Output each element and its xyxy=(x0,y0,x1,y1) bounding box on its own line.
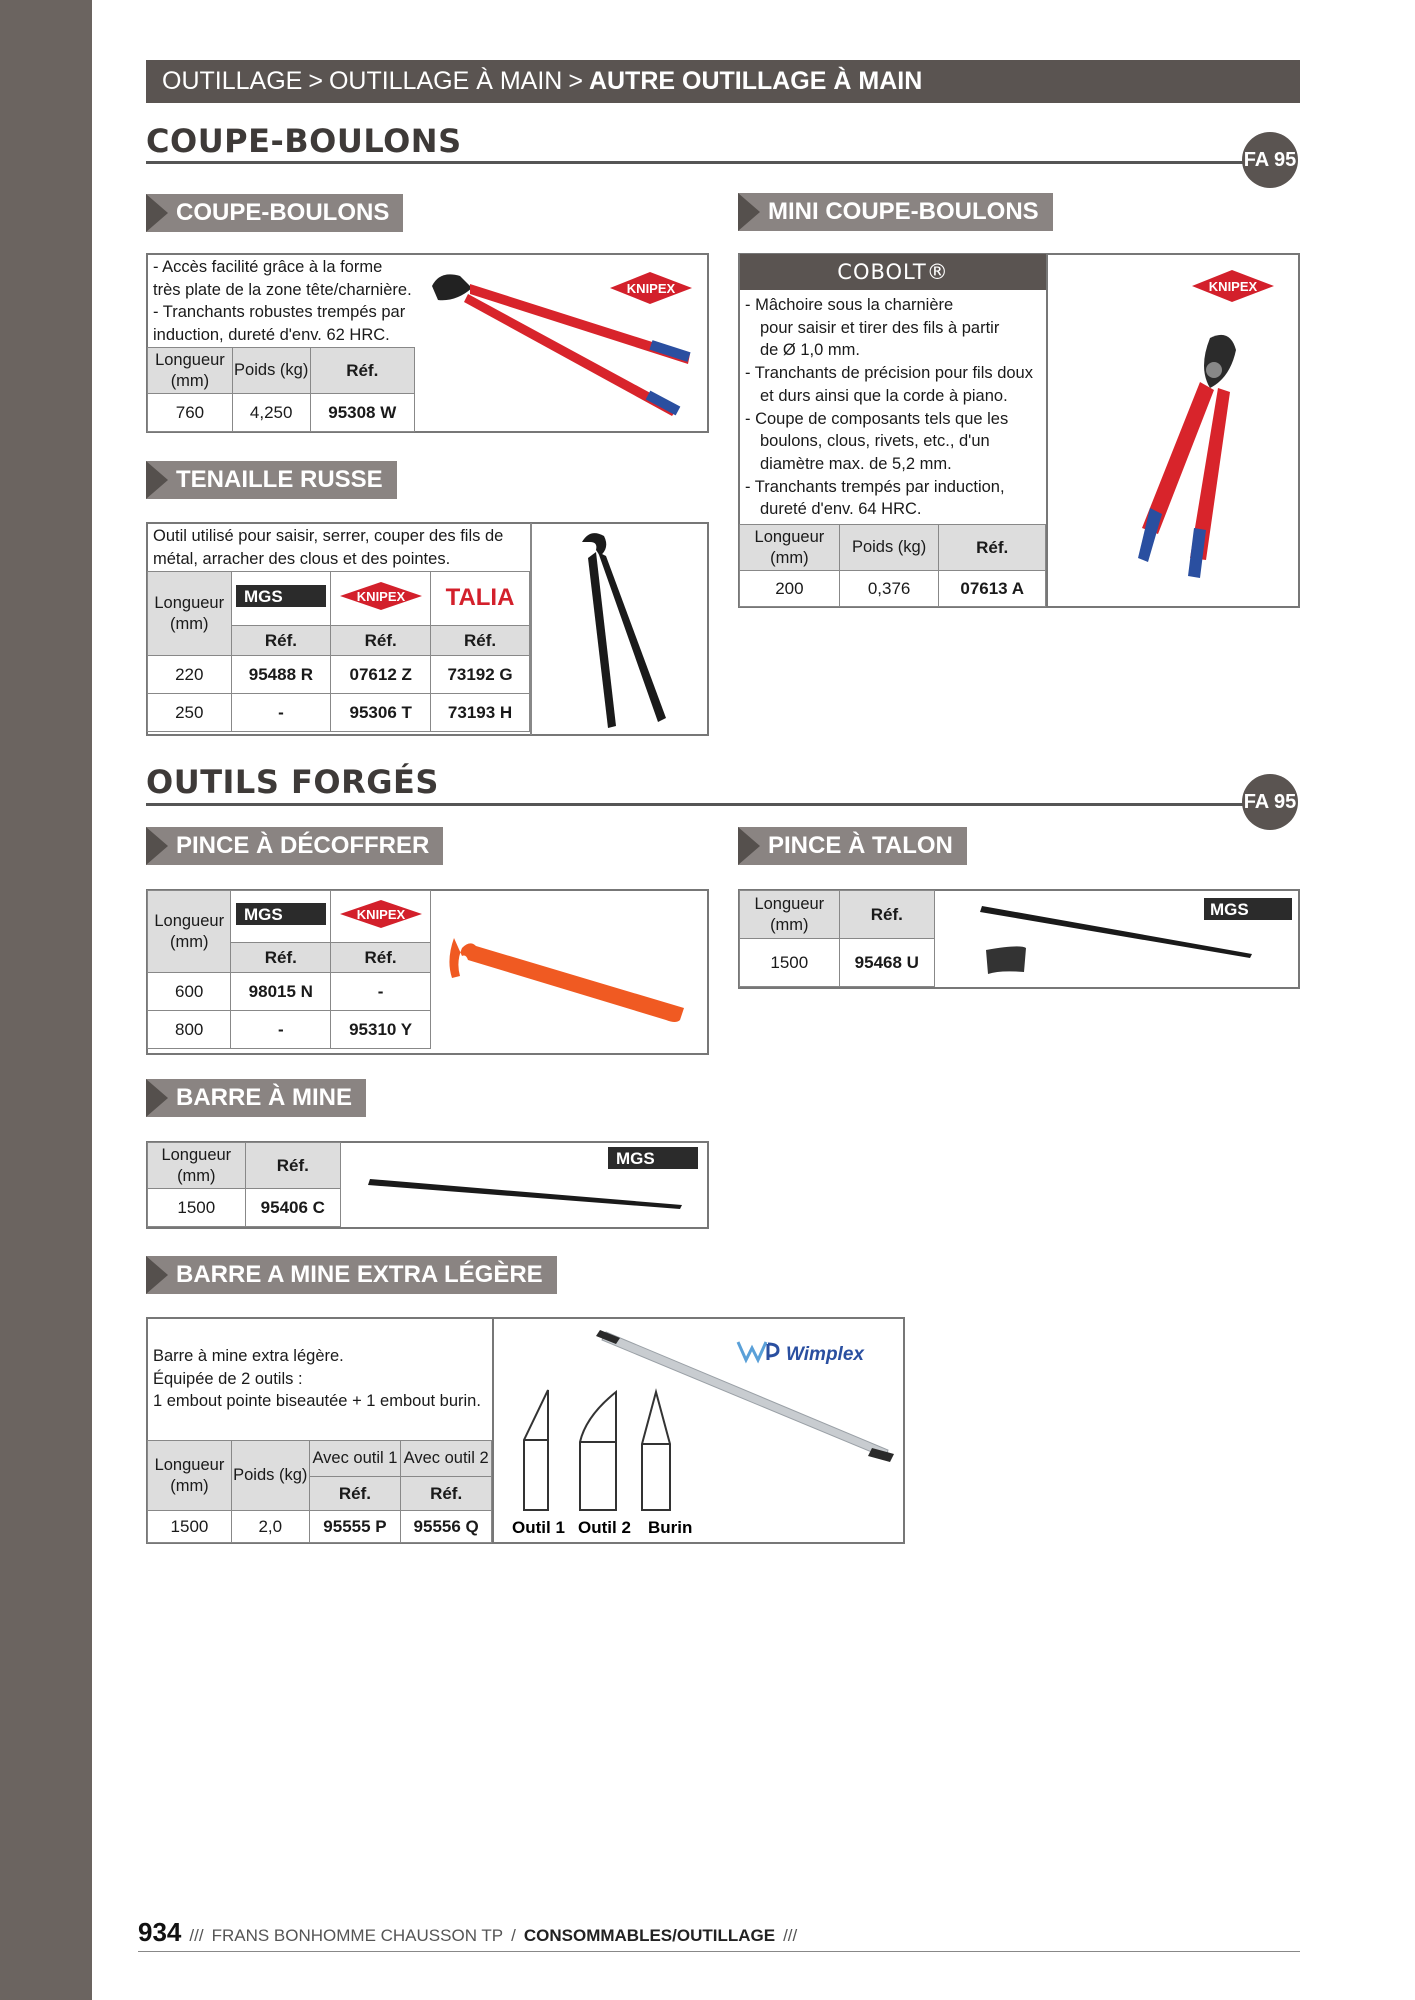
description-barre-legere xyxy=(153,1345,488,1413)
mgs-logo-text: MGS xyxy=(243,905,283,924)
talia-logo xyxy=(433,579,527,613)
mgs-logo xyxy=(234,897,328,931)
table-talon xyxy=(739,890,935,987)
cell-ref-mgs: - xyxy=(231,694,331,732)
cell-longueur: 250 xyxy=(148,694,232,732)
table-barre-mine xyxy=(147,1142,341,1227)
section-title-outils-forges: OUTILS FORGÉS xyxy=(146,763,439,801)
mgs-logo-text: MGS xyxy=(1210,900,1249,919)
cell-poids: 2,0 xyxy=(231,1511,309,1543)
description-coupe-boulons xyxy=(153,256,418,346)
fa-badge: FA 95 xyxy=(1242,774,1298,830)
desc-line: métal, arracher des clous et des pointes. xyxy=(153,549,451,568)
talia-logo-text: TALIA xyxy=(445,584,515,611)
tool-label-outil2: Outil 2 xyxy=(578,1518,631,1537)
desc-line: Barre à mine extra légère. xyxy=(153,1347,344,1365)
column-divider xyxy=(1046,253,1048,608)
description-mini-coupe xyxy=(745,294,1045,521)
knipex-logo xyxy=(1192,270,1274,302)
tool-label-burin: Burin xyxy=(648,1518,693,1537)
footer-end: /// xyxy=(783,1926,798,1945)
table-row xyxy=(740,571,1046,607)
table-row xyxy=(148,694,530,732)
tool2-drawing xyxy=(580,1392,616,1510)
header-ref: Réf. xyxy=(245,1143,340,1189)
tower-pincers-image xyxy=(560,528,670,733)
cell-ref[interactable]: 95308 W xyxy=(310,394,414,432)
table-decoffrer xyxy=(147,890,431,1049)
knipex-logo-text: KNIPEX xyxy=(626,281,676,296)
desc-line: très plate de la zone tête/charnière. xyxy=(153,280,412,299)
footer-category: CONSOMMABLES/OUTILLAGE xyxy=(523,1926,776,1945)
cell-longueur: 1500 xyxy=(148,1189,246,1227)
cell-ref-mgs: - xyxy=(231,1011,331,1049)
desc-line: - Tranchants de précision pour fils doux xyxy=(745,364,1033,383)
page-number: 934 xyxy=(138,1917,182,1947)
table-row xyxy=(148,973,431,1011)
subtitle-pince-talon: PINCE À TALON xyxy=(738,827,967,865)
cell-ref-talia[interactable]: 73193 H xyxy=(431,694,530,732)
knipex-logo-text: KNIPEX xyxy=(356,907,405,922)
header-ref: Réf. xyxy=(331,943,431,973)
footer-rule xyxy=(138,1951,1300,1952)
table-row xyxy=(148,394,415,432)
left-sidebar-band xyxy=(0,0,92,2000)
header-longueur: Longueur (mm) xyxy=(148,1441,232,1511)
header-longueur: Longueur (mm) xyxy=(148,348,233,394)
brand-mgs xyxy=(231,891,331,943)
cell-ref-mgs[interactable]: 95488 R xyxy=(231,656,331,694)
knipex-logo-text: KNIPEX xyxy=(1208,279,1258,294)
heel-bar-image xyxy=(940,892,1298,986)
subtitle-coupe-boulons: COUPE-BOULONS xyxy=(146,194,403,232)
wimplex-logo-text: Wimplex xyxy=(786,1344,864,1365)
footer-company: FRANS BONHOMME CHAUSSON TP xyxy=(211,1926,504,1945)
cell-ref-knipex[interactable]: 07612 Z xyxy=(331,656,431,694)
table-barre-legere xyxy=(147,1440,492,1543)
header-longueur: Longueur (mm) xyxy=(148,1143,246,1189)
desc-line: boulons, clous, rivets, etc., d'un xyxy=(760,432,990,451)
subtitle-barre-legere: BARRE A MINE EXTRA LÉGÈRE xyxy=(146,1256,557,1294)
mgs-logo xyxy=(608,1147,698,1169)
header-longueur: Longueur (mm) xyxy=(148,572,232,656)
mgs-logo xyxy=(234,579,328,613)
knipex-logo-text: KNIPEX xyxy=(356,589,405,604)
breadcrumb-current: AUTRE OUTILLAGE À MAIN xyxy=(588,67,923,95)
cell-ref-knipex: - xyxy=(331,973,431,1011)
desc-line: - Tranchants robustes trempés par xyxy=(153,303,406,321)
cell-ref[interactable]: 07613 A xyxy=(939,571,1046,607)
light-crowbar-image xyxy=(496,1320,902,1542)
subtitle-pince-decoffrer: PINCE À DÉCOFFRER xyxy=(146,827,443,865)
column-divider xyxy=(530,523,532,735)
knipex-logo xyxy=(334,579,428,613)
footer xyxy=(138,1917,797,1948)
desc-line: dureté d'env. 64 HRC. xyxy=(760,500,922,519)
header-poids: Poids (kg) xyxy=(232,348,310,394)
cell-ref[interactable]: 95468 U xyxy=(839,939,934,987)
mgs-logo xyxy=(1204,898,1292,920)
fa-badge: FA 95 xyxy=(1242,132,1298,188)
mini-bolt-cutter-image xyxy=(1050,258,1298,603)
table-mini-coupe-boulons xyxy=(739,524,1046,607)
desc-line: diamètre max. de 5,2 mm. xyxy=(760,454,952,473)
footer-slash: / xyxy=(511,1926,516,1945)
desc-line: de Ø 1,0 mm. xyxy=(760,341,860,360)
cell-longueur: 600 xyxy=(148,973,231,1011)
table-row xyxy=(148,1511,492,1543)
cell-longueur: 800 xyxy=(148,1011,231,1049)
desc-line: 1 embout pointe biseautée + 1 embout burin. xyxy=(153,1392,481,1410)
cell-longueur: 1500 xyxy=(148,1511,232,1543)
cell-longueur: 220 xyxy=(148,656,232,694)
desc-line: induction, dureté d'env. 62 HRC. xyxy=(153,325,390,344)
header-ref: Réf. xyxy=(939,525,1046,571)
knipex-logo xyxy=(334,897,428,931)
tool1-drawing xyxy=(524,1390,548,1510)
desc-line: - Coupe de composants tels que les xyxy=(745,409,1009,428)
cell-ref-knipex[interactable]: 95310 Y xyxy=(331,1011,431,1049)
mgs-logo-text: MGS xyxy=(616,1149,655,1168)
section-rule xyxy=(146,161,1246,164)
header-ref: Réf. xyxy=(401,1477,492,1511)
crowbar-image xyxy=(344,1143,706,1227)
cell-ref-outil1[interactable]: 95555 P xyxy=(309,1511,401,1543)
cell-ref-knipex[interactable]: 95306 T xyxy=(331,694,431,732)
table-row xyxy=(148,1189,341,1227)
header-ref: Réf. xyxy=(331,626,431,656)
desc-line: - Accès facilité grâce à la forme xyxy=(153,258,383,276)
subtitle-tenaille-russe: TENAILLE RUSSE xyxy=(146,461,397,499)
desc-line: et durs ainsi que la corde à piano. xyxy=(760,386,1008,405)
cobolt-header: COBOLT® xyxy=(740,254,1046,290)
cell-longueur: 760 xyxy=(148,394,233,432)
header-ref: Réf. xyxy=(309,1477,401,1511)
wrecking-bar-image xyxy=(436,920,706,1030)
header-outil1: Avec outil 1 xyxy=(309,1441,401,1477)
brand-knipex xyxy=(331,891,431,943)
mgs-logo-text: MGS xyxy=(243,587,283,606)
burin-drawing xyxy=(642,1392,670,1510)
section-rule xyxy=(146,803,1246,806)
column-divider xyxy=(492,1318,494,1543)
cell-ref-outil2[interactable]: 95556 Q xyxy=(401,1511,492,1543)
table-tenaille xyxy=(147,571,530,732)
subtitle-mini-coupe-boulons: MINI COUPE-BOULONS xyxy=(738,193,1053,231)
wimplex-logo xyxy=(738,1342,865,1365)
cell-longueur: 1500 xyxy=(740,939,840,987)
header-poids: Poids (kg) xyxy=(839,525,939,571)
section-title-coupe-boulons: COUPE-BOULONS xyxy=(146,122,462,160)
subtitle-barre-mine: BARRE À MINE xyxy=(146,1079,366,1117)
header-ref: Réf. xyxy=(231,626,331,656)
header-poids: Poids (kg) xyxy=(231,1441,309,1511)
cell-ref-mgs[interactable]: 98015 N xyxy=(231,973,331,1011)
cell-ref-talia[interactable]: 73192 G xyxy=(431,656,530,694)
table-row xyxy=(148,656,530,694)
breadcrumb-part1[interactable]: OUTILLAGE xyxy=(162,67,303,95)
desc-line: - Mâchoire sous la charnière xyxy=(745,296,954,314)
brand-mgs xyxy=(231,572,331,626)
footer-slashes: /// xyxy=(189,1926,204,1945)
header-ref: Réf. xyxy=(310,348,414,394)
header-longueur: Longueur (mm) xyxy=(740,891,840,939)
header-ref: Réf. xyxy=(839,891,934,939)
table-row xyxy=(148,1011,431,1049)
breadcrumb xyxy=(146,60,1300,103)
cell-ref[interactable]: 95406 C xyxy=(245,1189,340,1227)
cell-longueur: 200 xyxy=(740,571,840,607)
tool-label-outil1: Outil 1 xyxy=(512,1518,565,1537)
header-ref: Réf. xyxy=(431,626,530,656)
table-coupe-boulons xyxy=(147,347,415,432)
brand-knipex xyxy=(331,572,431,626)
desc-line: pour saisir et tirer des fils à partir xyxy=(760,318,1000,337)
breadcrumb-sep: > xyxy=(308,67,323,95)
knipex-logo xyxy=(610,272,692,304)
brand-talia xyxy=(431,572,530,626)
cell-poids: 4,250 xyxy=(232,394,310,432)
header-longueur: Longueur (mm) xyxy=(740,525,840,571)
bolt-cutter-image xyxy=(420,258,708,430)
breadcrumb-sep: > xyxy=(568,67,583,95)
desc-line: Équipée de 2 outils : xyxy=(153,1369,303,1388)
header-longueur: Longueur (mm) xyxy=(148,891,231,973)
desc-line: Outil utilisé pour saisir, serrer, couper des fils de xyxy=(153,527,504,545)
desc-line: - Tranchants trempés par induction, xyxy=(745,477,1005,496)
header-ref: Réf. xyxy=(231,943,331,973)
cell-poids: 0,376 xyxy=(839,571,939,607)
description-tenaille xyxy=(153,525,533,570)
table-row xyxy=(740,939,935,987)
breadcrumb-part2[interactable]: OUTILLAGE À MAIN xyxy=(328,67,563,95)
header-outil2: Avec outil 2 xyxy=(401,1441,492,1477)
